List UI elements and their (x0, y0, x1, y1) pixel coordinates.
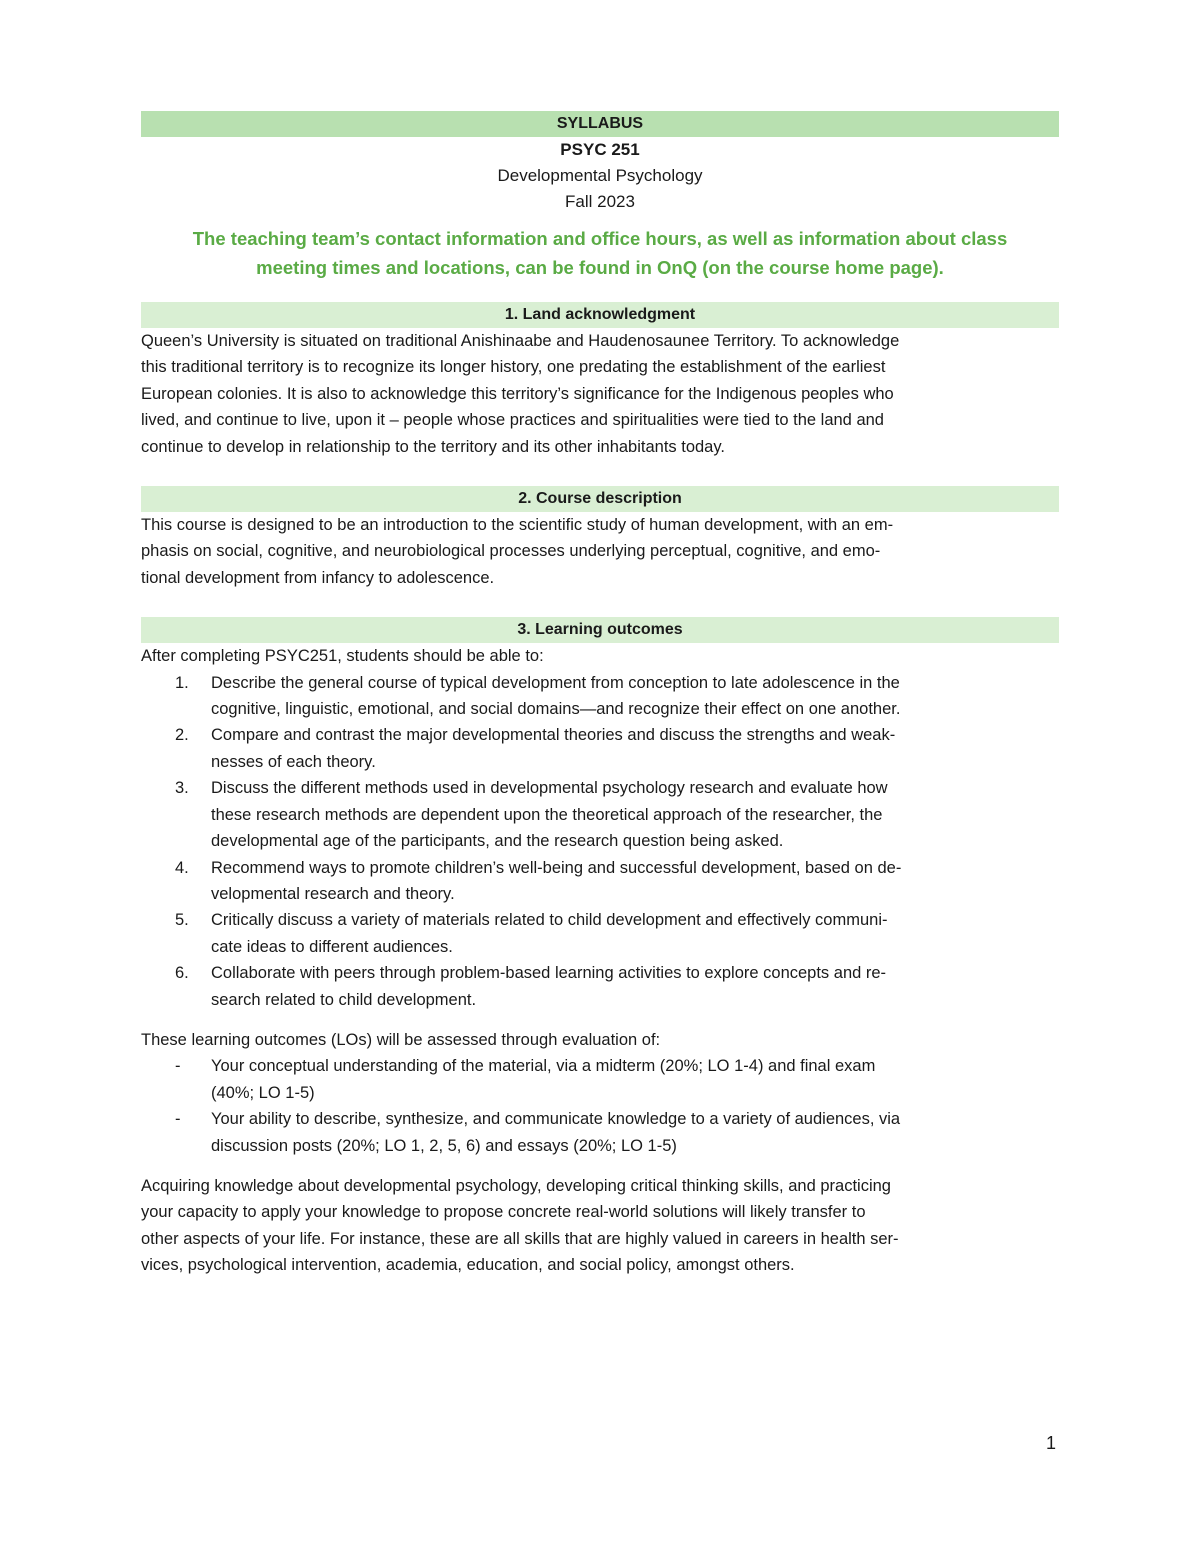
paragraph-line: Acquiring knowledge about developmental psychology, developing critical thinking skills, and practicing (141, 1176, 891, 1195)
list-dash: - (175, 1057, 181, 1076)
list-number: 5. (175, 911, 189, 930)
list-number: 2. (175, 726, 189, 745)
list-item-line: Compare and contrast the major developmental theories and discuss the strengths and weak- (211, 726, 896, 745)
page-number: 1 (1046, 1433, 1057, 1453)
contact-notice-line: meeting times and locations, can be found in OnQ (on the course home page). (256, 257, 944, 278)
course-term: Fall 2023 (565, 192, 635, 211)
list-item-line: Recommend ways to promote children’s well-being and successful development, based on de- (211, 858, 902, 877)
paragraph-line: continue to develop in relationship to the territory and its other inhabitants today. (141, 437, 725, 456)
syllabus-banner: SYLLABUS (141, 111, 1059, 137)
list-item (141, 670, 1059, 723)
learning-outcomes-list (141, 670, 1059, 1013)
list-item-line: Your ability to describe, synthesize, and communicate knowledge to a variety of audiences, via (211, 1110, 901, 1129)
list-item-line: cognitive, linguistic, emotional, and social domains—and recognize their effect on one another. (211, 700, 901, 719)
list-item-line: (40%; LO 1-5) (211, 1083, 315, 1102)
paragraph-line: this traditional territory is to recognize its longer history, one predating the establishment of the earliest (141, 358, 886, 377)
list-item (141, 1053, 1059, 1106)
list-item (141, 907, 1059, 960)
list-item (141, 1106, 1059, 1159)
assessment-list (141, 1053, 1059, 1159)
syllabus-page (141, 111, 1059, 1279)
list-number: 6. (175, 964, 189, 983)
list-item (141, 960, 1059, 1013)
course-title: Developmental Psychology (497, 166, 703, 185)
section-heading-land-acknowledgment: 1. Land acknowledgment (141, 302, 1059, 328)
paragraph-line: phasis on social, cognitive, and neurobiological processes underlying perceptual, cognitive, and emo- (141, 542, 881, 561)
list-item-line: cate ideas to different audiences. (211, 937, 453, 956)
contact-notice-line: The teaching team’s contact information and office hours, as well as information about class (192, 228, 1008, 249)
list-dash: - (175, 1110, 181, 1129)
section-heading-learning-outcomes: 3. Learning outcomes (141, 617, 1059, 643)
list-item-line: discussion posts (20%; LO 1, 2, 5, 6) and essays (20%; LO 1-5) (211, 1136, 677, 1155)
paragraph-line: your capacity to apply your knowledge to propose concrete real-world solutions will likely transfer to (141, 1203, 866, 1222)
land-acknowledgment-text (141, 328, 1059, 460)
list-number: 4. (175, 858, 189, 877)
list-item-line: Describe the general course of typical development from conception to late adolescence in the (211, 673, 900, 692)
paragraph-line: tional development from infancy to adolescence. (141, 568, 495, 587)
list-item-line: Your conceptual understanding of the material, via a midterm (20%; LO 1-4) and final exam (211, 1057, 876, 1076)
course-description-text (141, 512, 1059, 591)
paragraph-line: lived, and continue to live, upon it – people whose practices and spiritualities were tied to the land and (141, 411, 884, 430)
paragraph-line: European colonies. It is also to acknowledge this territory’s significance for the Indigenous peoples who (141, 384, 894, 403)
list-item-line: developmental age of the participants, and the research question being asked. (211, 832, 784, 851)
list-item-line: search related to child development. (211, 990, 477, 1009)
list-number: 1. (175, 673, 189, 692)
course-code: PSYC 251 (560, 140, 640, 159)
list-item-line: Collaborate with peers through problem-based learning activities to explore concepts and re- (211, 964, 887, 983)
list-item-line: Discuss the different methods used in developmental psychology research and evaluate how (211, 779, 888, 798)
list-item-line: Critically discuss a variety of materials related to child development and effectively communi- (211, 911, 888, 930)
list-item-line: velopmental research and theory. (211, 884, 455, 903)
list-item-line: these research methods are dependent upon the theoretical approach of the researcher, the (211, 805, 883, 824)
paragraph-line: This course is designed to be an introduction to the scientific study of human development, with an em- (141, 516, 894, 535)
list-number: 3. (175, 779, 189, 798)
paragraph-line: other aspects of your life. For instance, these are all skills that are highly valued in careers in health ser- (141, 1229, 899, 1248)
outcomes-intro: After completing PSYC251, students should be able to: (141, 647, 544, 666)
section-heading-course-description: 2. Course description (141, 486, 1059, 512)
list-item (141, 855, 1059, 908)
list-item (141, 775, 1059, 854)
assessment-intro: These learning outcomes (LOs) will be assessed through evaluation of: (141, 1030, 661, 1049)
contact-notice (141, 224, 1059, 282)
list-item-line: nesses of each theory. (211, 752, 376, 771)
paragraph-line: Queen’s University is situated on traditional Anishinaabe and Haudenosaunee Territory. To acknowledge (141, 332, 900, 350)
list-item (141, 722, 1059, 775)
closing-paragraph (141, 1173, 1059, 1279)
paragraph-line: vices, psychological intervention, academia, education, and social policy, amongst others. (141, 1256, 795, 1275)
